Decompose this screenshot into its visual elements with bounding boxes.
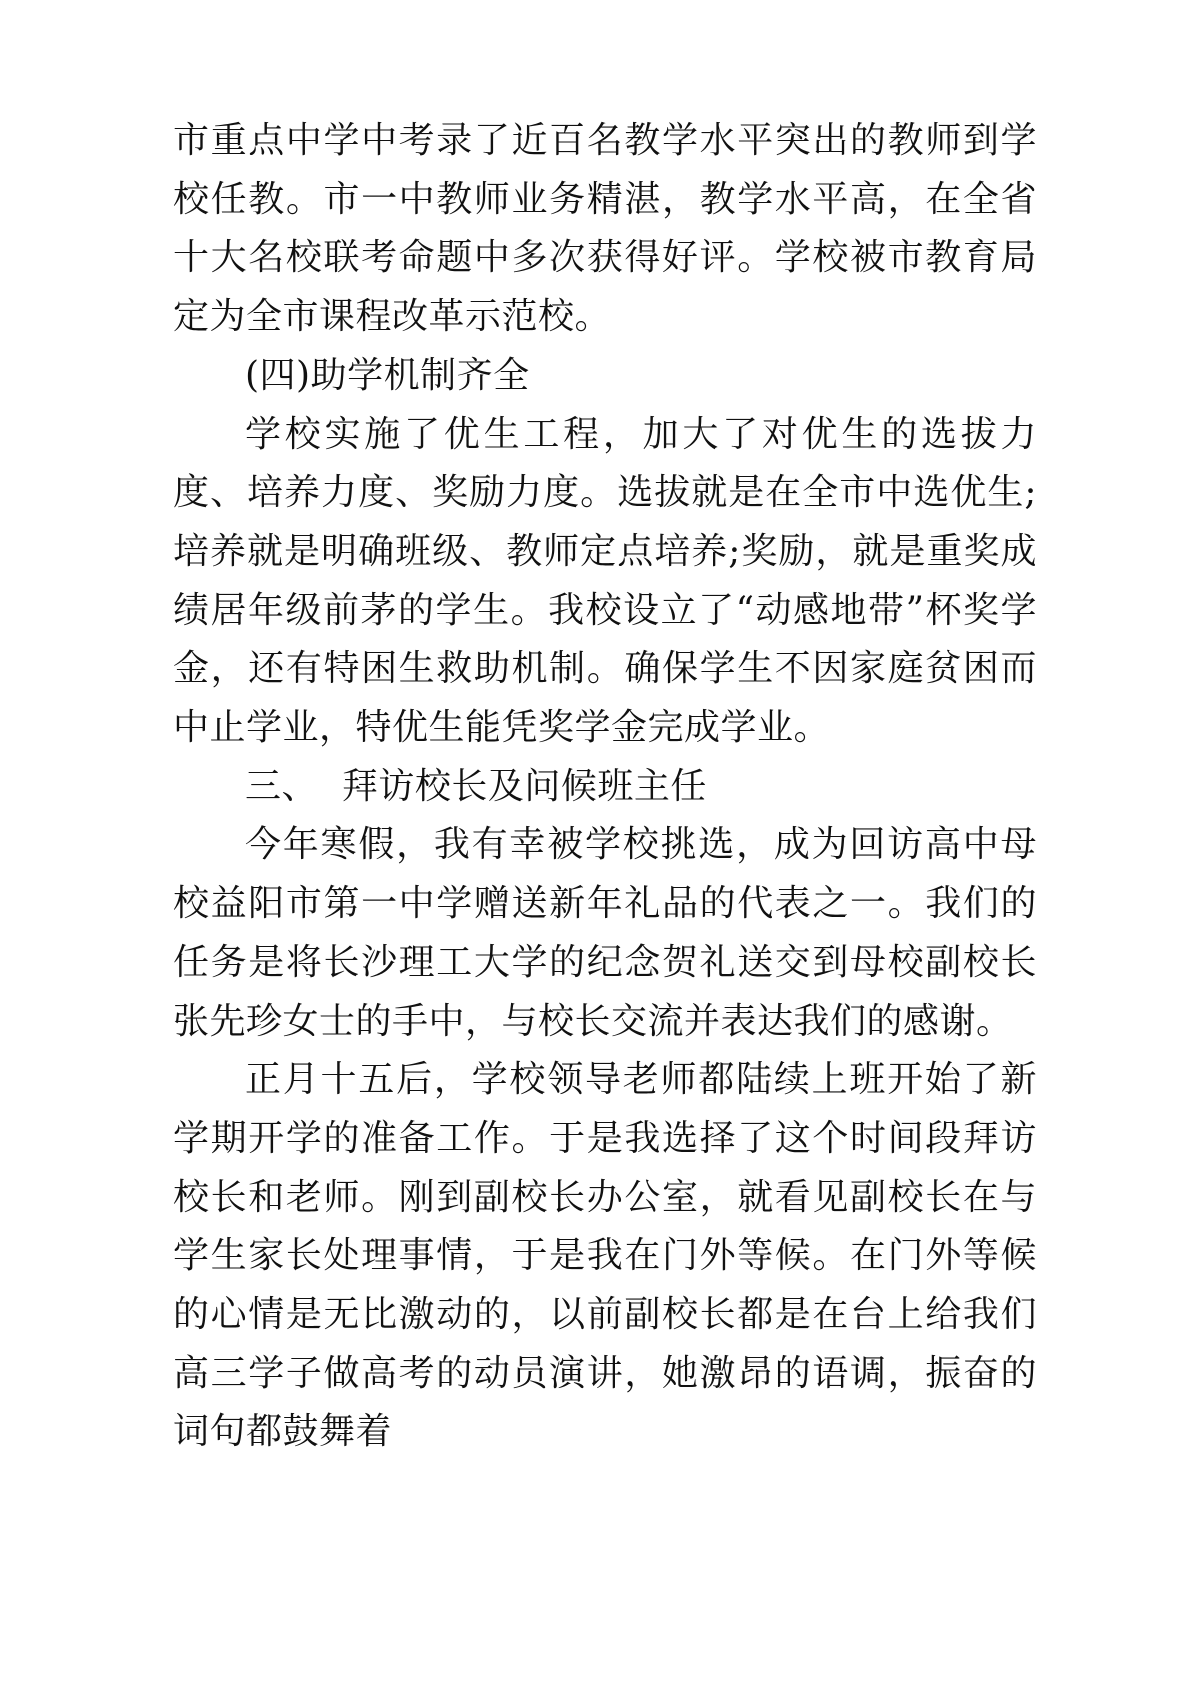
section-heading-scholarship: (四)助学机制齐全 (245, 354, 530, 396)
document-body (173, 112, 1037, 1462)
paragraph-winter-visit: 今年寒假，我有幸被学校挑选，成为回访高中母校益阳市第一中学赠送新年礼品的代表之一。我们的任务是将长沙理工大学的纪念贺礼送交到母校副校长张先珍女士的手中，与校长交流并表达我们的感谢。 (173, 824, 1037, 1042)
section-heading-visit-principal: 三、 拜访校长及问候班主任 (245, 765, 707, 807)
paragraph-visit-details: 正月十五后，学校领导老师都陆续上班开始了新学期开学的准备工作。于是我选择了这个时间段拜访校长和老师。刚到副校长办公室，就看见副校长在与学生家长处理事情，于是我在门外等候。在门外等候的心情是无比激动的，以前副校长都是在台上给我们高三学子做高考的动员演讲，她激昂的语调，振奋的词句都鼓舞着 (173, 1059, 1037, 1453)
paragraph-scholarship-mechanism: 学校实施了优生工程，加大了对优生的选拔力度、培养力度、奖励力度。选拔就是在全市中选优生;培养就是明确班级、教师定点培养;奖励，就是重奖成绩居年级前茅的学生。我校设立了“动感地带”杯奖学金，还有特困生救助机制。确保学生不因家庭贫困而中止学业，特优生能凭奖学金完成学业。 (173, 413, 1037, 749)
paragraph-school-faculty: 市重点中学中考录了近百名教学水平突出的教师到学校任教。市一中教师业务精湛，教学水平高，在全省十大名校联考命题中多次获得好评。学校被市教育局定为全市课程改革示范校。 (173, 120, 1037, 338)
